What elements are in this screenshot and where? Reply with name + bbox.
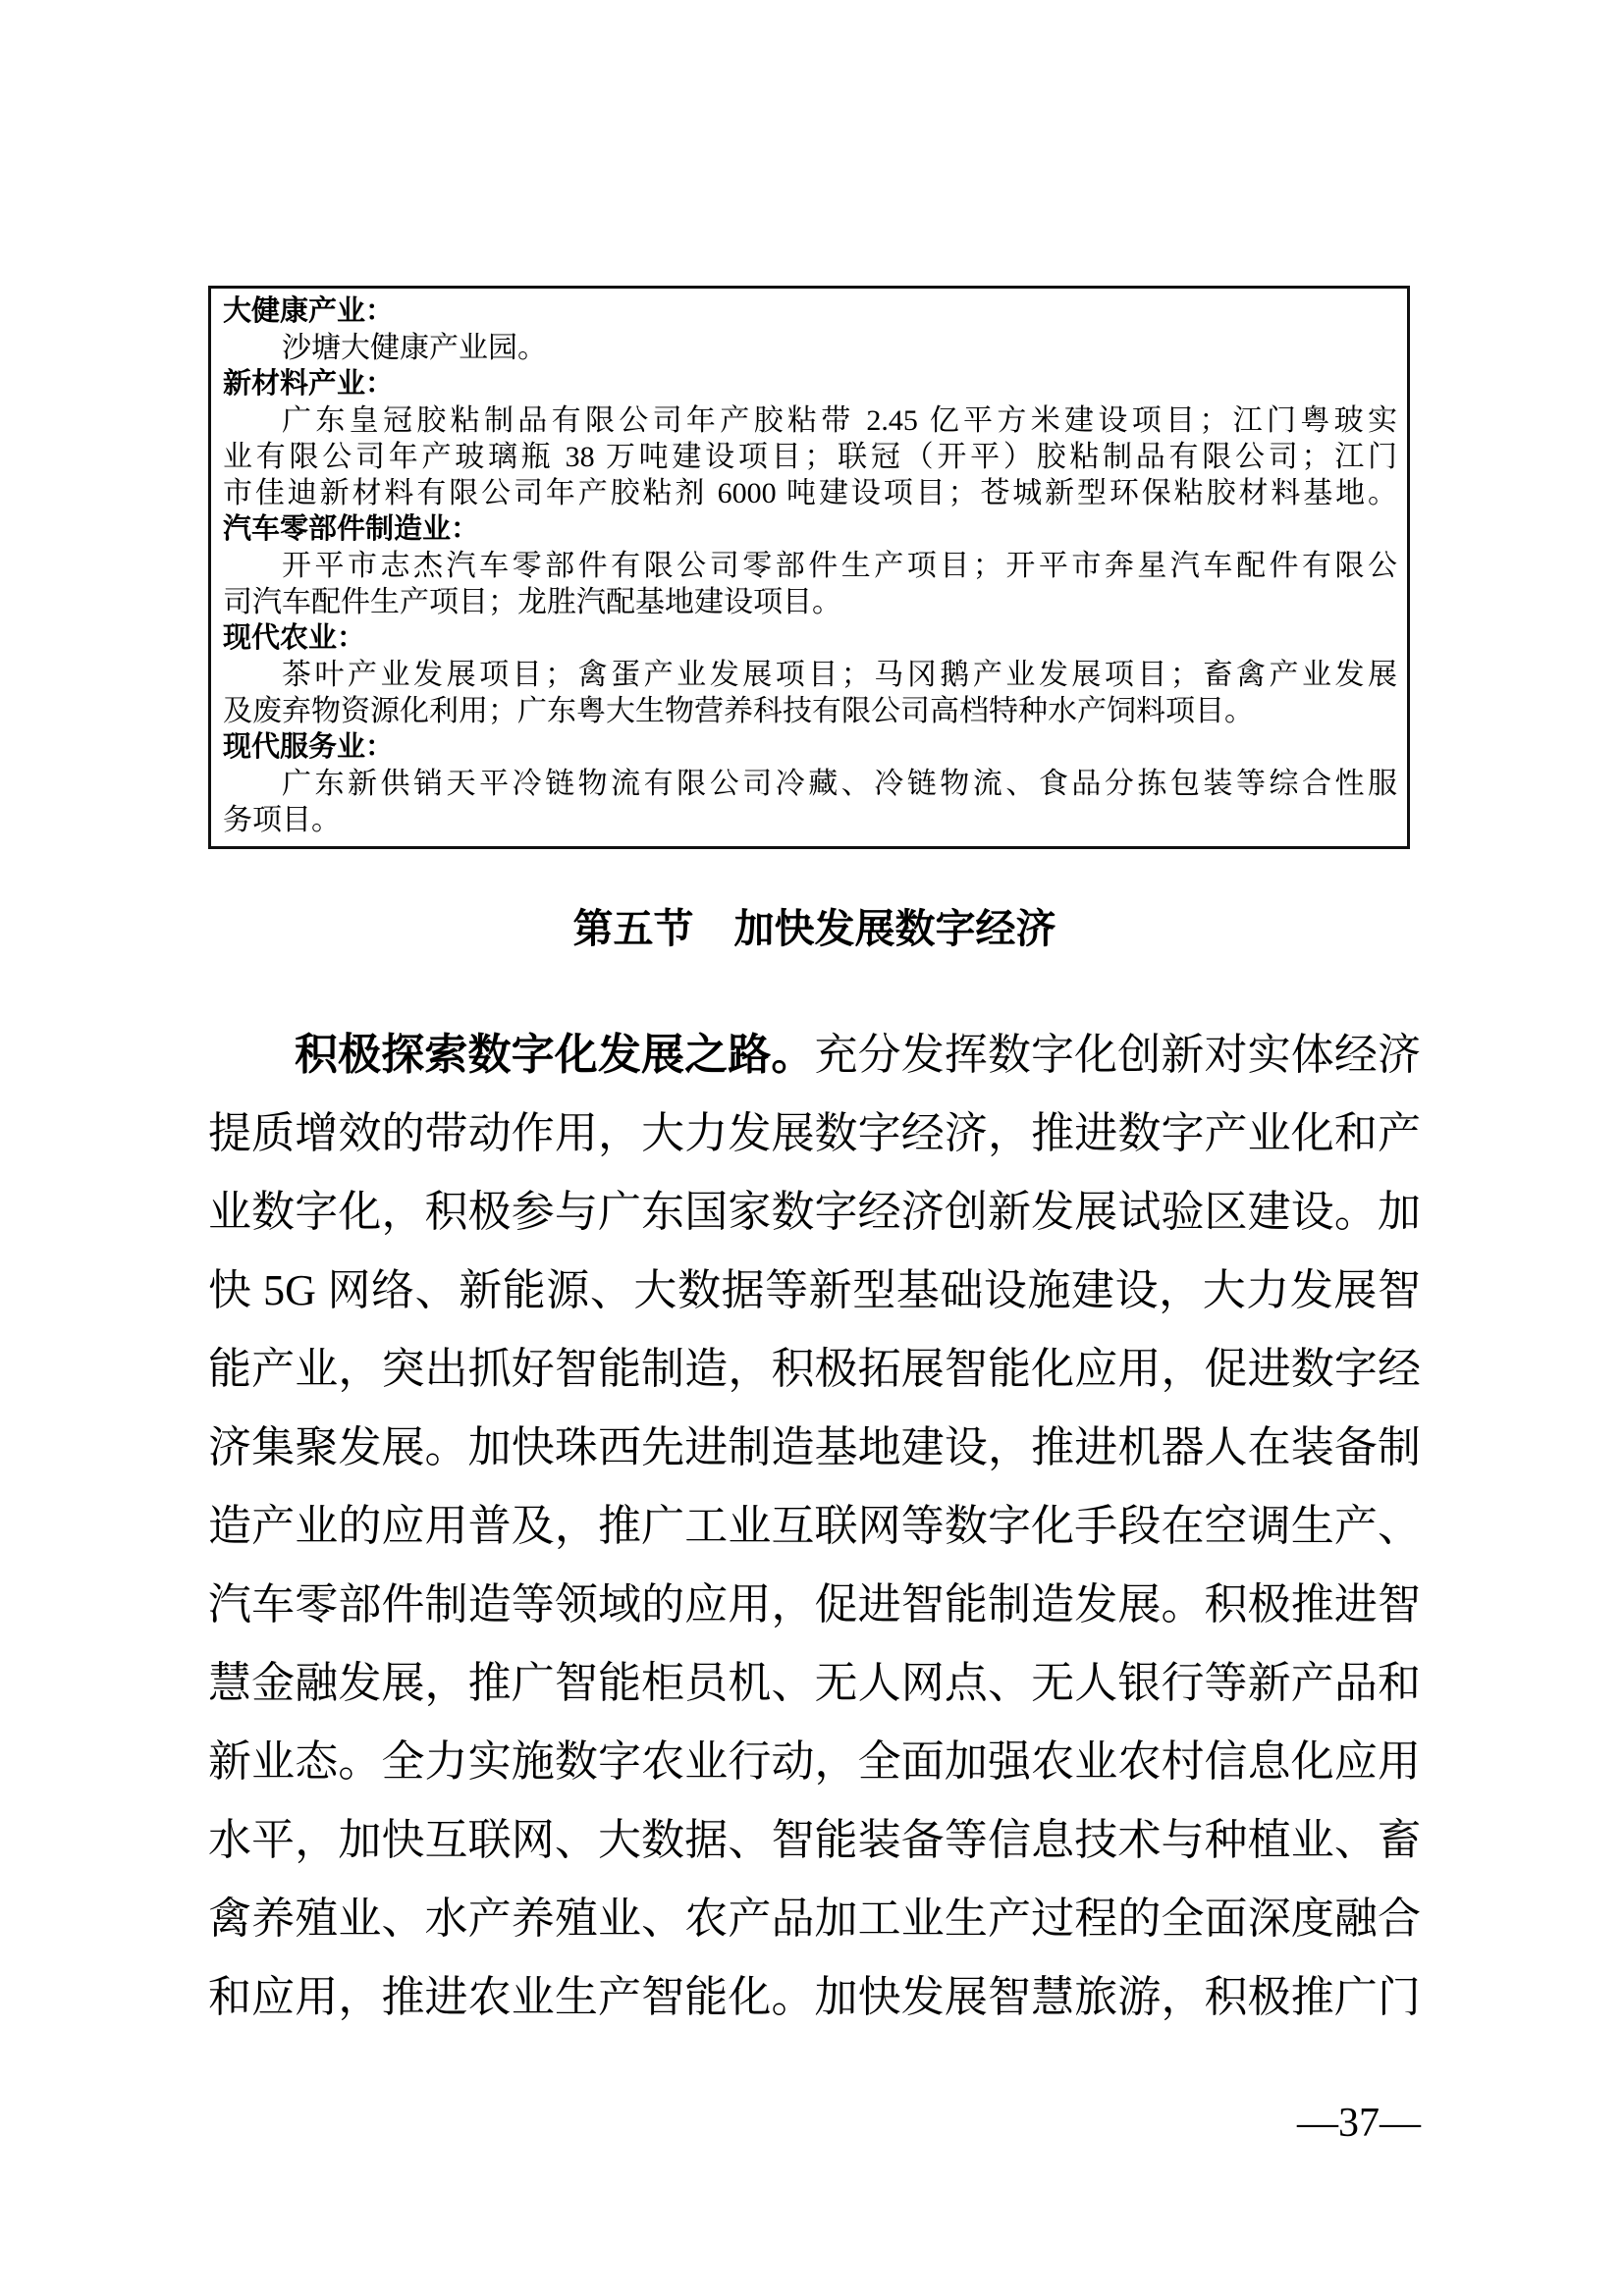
box-text-line: 务项目。 <box>223 804 341 836</box>
paragraph-line: 快 5G 网络、新能源、大数据等新型基础设施建设，大力发展智 <box>208 1266 1421 1314</box>
paragraph-line: 造产业的应用普及，推广工业互联网等数字化手段在空调生产、 <box>208 1502 1421 1550</box>
key-projects-box <box>208 286 1410 849</box>
paragraph-line: 能产业，突出抓好智能制造，积极拓展智能化应用，促进数字经 <box>208 1345 1421 1393</box>
box-text-line: 广东新供销天平冷链物流有限公司冷藏、冷链物流、食品分拣包装等综合性服 <box>282 768 1397 800</box>
paragraph-line: 济集聚发展。加快珠西先进制造基地建设，推进机器人在装备制 <box>208 1423 1421 1471</box>
paragraph-line: 和应用，推进农业生产智能化。加快发展智慧旅游，积极推广门 <box>208 1973 1421 2021</box>
industry-label: 新材料产业： <box>223 368 395 400</box>
industry-label: 现代服务业： <box>223 731 395 763</box>
box-text-line: 沙塘大健康产业园。 <box>282 332 547 364</box>
box-text-line: 业有限公司年产玻璃瓶 38 万吨建设项目；联冠（开平）胶粘制品有限公司；江门 <box>223 441 1397 473</box>
paragraph-lead-bold: 积极探索数字化发展之路。 <box>295 1031 815 1079</box>
paragraph-line: 业数字化，积极参与广东国家数字经济创新发展试验区建设。加 <box>208 1188 1421 1236</box>
box-text-line: 茶叶产业发展项目；禽蛋产业发展项目；马冈鹅产业发展项目；畜禽产业发展 <box>282 659 1397 691</box>
paragraph-line: 汽车零部件制造等领域的应用，促进智能制造发展。积极推进智 <box>208 1580 1421 1629</box>
body-paragraph <box>208 1016 1421 2037</box>
box-text-line: 司汽车配件生产项目；龙胜汽配基地建设项目。 <box>223 586 841 618</box>
box-text-line: 市佳迪新材料有限公司年产胶粘剂 6000 吨建设项目；苍城新型环保粘胶材料基地。 <box>223 477 1397 509</box>
paragraph-line: 新业态。全力实施数字农业行动，全面加强农业农村信息化应用 <box>208 1737 1421 1786</box>
page-content <box>208 286 1421 2037</box>
box-text-line: 开平市志杰汽车零部件有限公司零部件生产项目；开平市奔星汽车配件有限公 <box>282 550 1397 582</box>
paragraph-line: 积极探索数字化发展之路。充分发挥数字化创新对实体经济 <box>295 1031 1422 1079</box>
industry-label: 大健康产业： <box>223 295 395 327</box>
box-text-line: 及废弃物资源化利用；广东粤大生物营养科技有限公司高档特种水产饲料项目。 <box>223 695 1254 727</box>
box-text-line: 广东皇冠胶粘制品有限公司年产胶粘带 2.45 亿平方米建设项目；江门粤玻实 <box>282 404 1397 437</box>
paragraph-line: 水平，加快互联网、大数据、智能装备等信息技术与种植业、畜 <box>208 1816 1421 1864</box>
page-number: —37— <box>1297 2101 1421 2146</box>
paragraph-line: 禽养殖业、水产养殖业、农产品加工业生产过程的全面深度融合 <box>208 1895 1421 1943</box>
paragraph-line: 提质增效的带动作用，大力发展数字经济，推进数字产业化和产 <box>208 1109 1421 1157</box>
industry-label: 现代农业： <box>223 622 366 654</box>
section-heading: 第五节 加快发展数字经济 <box>572 906 1056 951</box>
industry-label: 汽车零部件制造业： <box>223 513 480 545</box>
paragraph-line: 慧金融发展，推广智能柜员机、无人网点、无人银行等新产品和 <box>208 1659 1421 1707</box>
